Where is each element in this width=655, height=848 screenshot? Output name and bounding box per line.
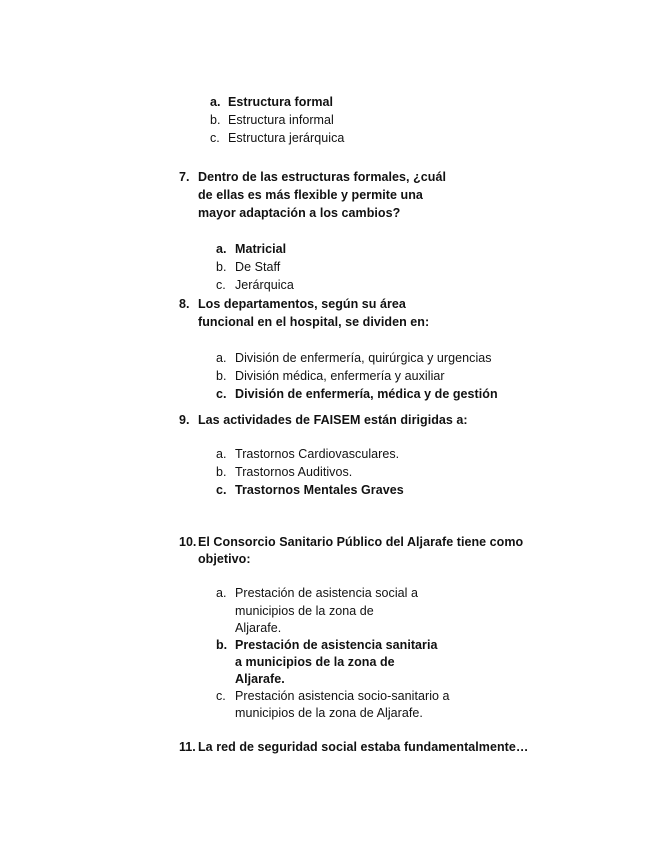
question-11-line-1: La red de seguridad social estaba fundamentalmente… bbox=[198, 740, 529, 754]
option-9c: Trastornos Mentales Graves bbox=[235, 483, 404, 497]
question-7-line-3: mayor adaptación a los cambios? bbox=[198, 206, 401, 220]
option-10b-line-2: a municipios de la zona de bbox=[235, 655, 395, 669]
option-8a: División de enfermería, quirúrgica y urgencias bbox=[235, 351, 492, 365]
question-number: 7. bbox=[179, 170, 190, 184]
option-7b: De Staff bbox=[235, 260, 281, 274]
option-marker: c. bbox=[216, 689, 226, 703]
question-9-line-1: Las actividades de FAISEM están dirigidas a: bbox=[198, 413, 468, 427]
question-10-line-1: El Consorcio Sanitario Público del Aljarafe tiene como bbox=[198, 535, 524, 549]
option-9a: Trastornos Cardiovasculares. bbox=[235, 447, 400, 461]
option-10b-line-3: Aljarafe. bbox=[235, 672, 285, 686]
option-marker: c. bbox=[216, 278, 226, 292]
option-7a: Matricial bbox=[235, 242, 287, 256]
option-9b: Trastornos Auditivos. bbox=[235, 465, 353, 479]
question-number: 9. bbox=[179, 413, 190, 427]
option-marker: a. bbox=[216, 351, 227, 365]
question-8-line-1: Los departamentos, según su área bbox=[198, 297, 406, 311]
option-10b-line-1: Prestación de asistencia sanitaria bbox=[235, 638, 438, 652]
option-marker: c. bbox=[216, 387, 227, 401]
option-marker: b. bbox=[210, 113, 221, 127]
option-7c: Jerárquica bbox=[235, 278, 294, 292]
option-marker: a. bbox=[216, 447, 227, 461]
option-marker: c. bbox=[210, 131, 220, 145]
option-10a-line-3: Aljarafe. bbox=[235, 621, 282, 635]
question-7-line-2: de ellas es más flexible y permite una bbox=[198, 188, 423, 202]
option-10a-line-1: Prestación de asistencia social a bbox=[235, 586, 418, 600]
option-10a-line-2: municipios de la zona de bbox=[235, 604, 374, 618]
question-8-line-2: funcional en el hospital, se dividen en: bbox=[198, 315, 430, 329]
option-marker: c. bbox=[216, 483, 227, 497]
option-6b: Estructura informal bbox=[228, 113, 334, 127]
option-6c: Estructura jerárquica bbox=[228, 131, 345, 145]
option-10c-line-2: municipios de la zona de Aljarafe. bbox=[235, 706, 423, 720]
question-number: 11. bbox=[179, 740, 196, 754]
question-number: 10. bbox=[179, 535, 197, 549]
option-marker: b. bbox=[216, 369, 227, 383]
option-marker: b. bbox=[216, 465, 227, 479]
option-marker: a. bbox=[216, 242, 227, 256]
question-7-line-1: Dentro de las estructuras formales, ¿cuál bbox=[198, 170, 446, 184]
option-6a: Estructura formal bbox=[228, 95, 334, 109]
option-marker: b. bbox=[216, 260, 227, 274]
question-number: 8. bbox=[179, 297, 190, 311]
option-marker: a. bbox=[210, 95, 221, 109]
option-8b: División médica, enfermería y auxiliar bbox=[235, 369, 445, 383]
option-marker: a. bbox=[216, 586, 227, 600]
option-10c-line-1: Prestación asistencia socio-sanitario a bbox=[235, 689, 450, 703]
option-marker: b. bbox=[216, 638, 228, 652]
question-10-line-2: objetivo: bbox=[198, 552, 251, 566]
option-8c: División de enfermería, médica y de gestión bbox=[235, 387, 498, 401]
